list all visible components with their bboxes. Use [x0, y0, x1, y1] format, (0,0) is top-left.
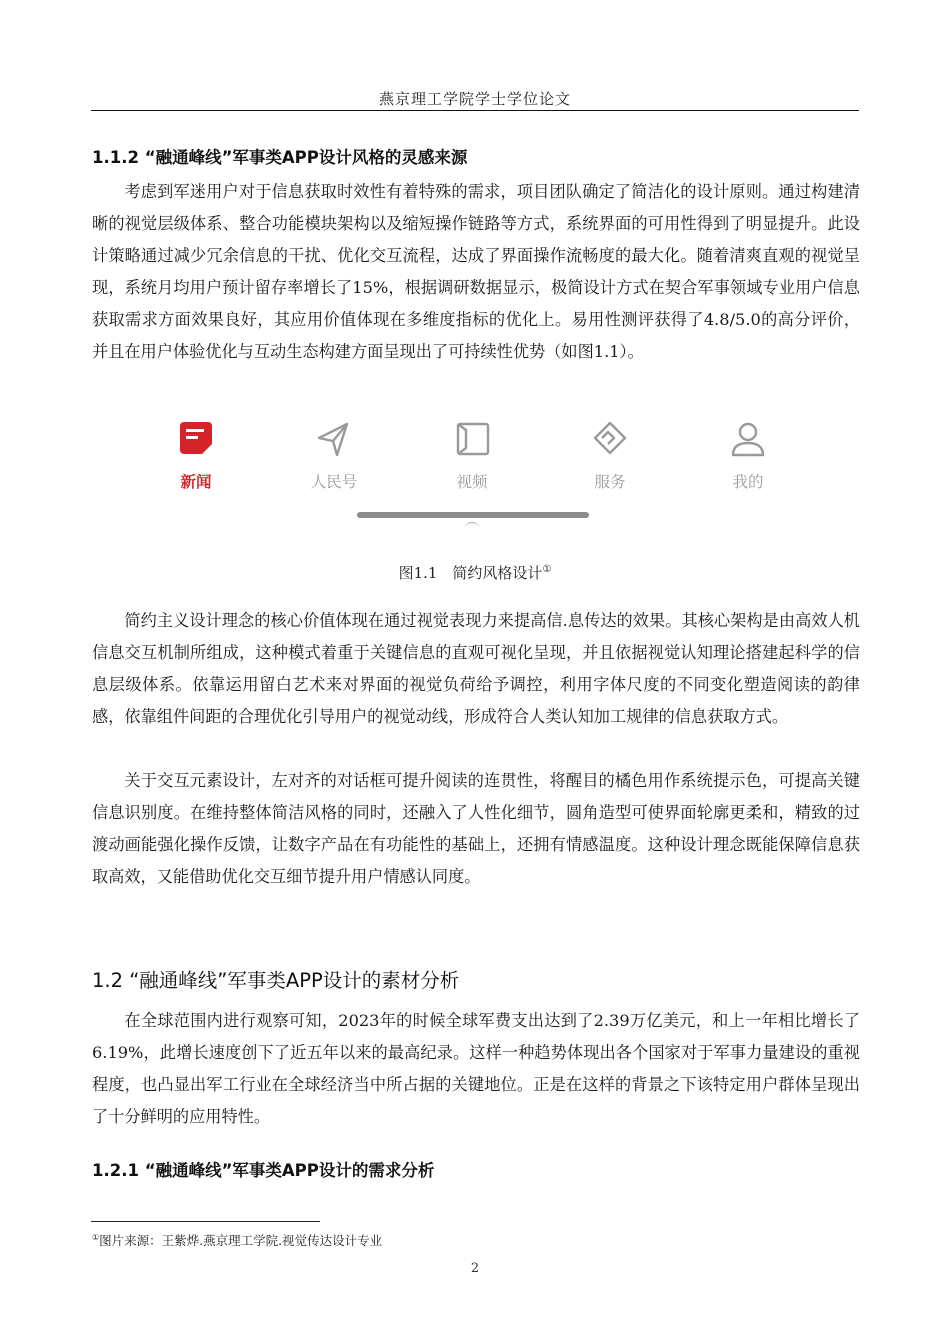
paragraph-design-inspiration: 考虑到军迷用户对于信息获取时效性有着特殊的需求，项目团队确定了简洁化的设计原则。通过构建清晰的视觉层级体系、整合功能模块架构以及缩短操作链路等方式，系统界面的可用性得到了明显提升。此设计策略通过减少冗余信息的干扰、优化交互流程，达成了界面操作流畅度的最大化。随着清爽直观的视觉呈现，系统月均用户预计留存率增长了15%，根据调研数据显示，极简设计方式在契合军事领域专业用户信息获取需求方面效果良好，其应用价值体现在多维度指标的优化上。易用性测评获得了4.8/5.0的高分评价，并且在用户体验优化与互动生态构建方面呈现出了可持续性优势（如图1.1）。 [92, 182, 860, 361]
page-number: 2 [470, 1261, 480, 1276]
nav-item-people [289, 418, 379, 492]
nav-label-mine: 我的 [732, 473, 764, 491]
nav-item-service [565, 418, 655, 492]
service-icon [589, 418, 631, 460]
figure-caption-text: 图1.1 简约风格设计 [398, 564, 543, 582]
nav-label-service: 服务 [594, 473, 626, 491]
header-rule [91, 110, 859, 111]
nav-item-news [151, 418, 241, 492]
nav-label-video: 视频 [456, 473, 488, 491]
section-heading-1-1-2: 1.1.2 “融通峰线”军事类APP设计风格的灵感来源 [92, 148, 468, 167]
paragraph-interaction-elements: 关于交互元素设计，左对齐的对话框可提升阅读的连贯性，将醒目的橘色用作系统提示色，可提高关键信息识别度。在维持整体简洁风格的同时，还融入了人性化细节，圆角造型可使界面轮廓更柔和，精致的过渡动画能强化操作反馈，让数字产品在有功能性的基础上，还拥有情感温度。这种设计理念既能保障信息获取高效，又能借助优化交互细节提升用户情感认同度。 [92, 771, 860, 886]
home-indicator-arc [464, 522, 480, 531]
footnote-rule [91, 1221, 320, 1222]
home-indicator [357, 512, 589, 518]
paragraph-material-analysis: 在全球范围内进行观察可知，2023年的时候全球军费支出达到了2.39万亿美元，和上一年相比增长了6.19%，此增长速度创下了近五年以来的最高纪录。这样一种趋势体现出各个国家对于军事力量建设的重视程度，也凸显出军工行业在全球经济当中所占据的关键地位。正是在这样的背景之下该特定用户群体呈现出了十分鲜明的应用特性。 [92, 1011, 860, 1126]
footnote [92, 1231, 382, 1249]
nav-label-news: 新闻 [180, 473, 212, 491]
nav-label-people: 人民号 [310, 473, 358, 491]
video-icon [451, 418, 493, 460]
section-heading-1-2: 1.2 “融通峰线”军事类APP设计的素材分析 [92, 969, 460, 992]
section-heading-1-2-1: 1.2.1 “融通峰线”军事类APP设计的需求分析 [92, 1161, 435, 1180]
news-icon [175, 418, 217, 460]
figure-caption [0, 562, 950, 583]
nav-item-mine [703, 418, 793, 492]
footnote-text: 图片来源：王紫烨.燕京理工学院.视觉传达设计专业 [99, 1233, 383, 1248]
figure-caption-note-mark: ① [542, 564, 552, 575]
nav-item-video [427, 418, 517, 492]
send-icon [313, 418, 355, 460]
user-icon [727, 418, 769, 460]
footnote-mark: ① [92, 1232, 100, 1242]
paragraph-minimalism-core: 简约主义设计理念的核心价值体现在通过视觉表现力来提高信.息传达的效果。其核心架构是由高效人机信息交互机制所组成，这种模式着重于关键信息的直观可视化呈现，并且依据视觉认知理论搭建起科学的信息层级体系。依靠运用留白艺术来对界面的视觉负荷给予调控，利用字体尺度的不同变化塑造阅读的韵律感，依靠组件间距的合理优化引导用户的视觉动线，形成符合人类认知加工规律的信息获取方式。 [92, 611, 860, 726]
running-header: 燕京理工学院学士学位论文 [378, 90, 571, 108]
